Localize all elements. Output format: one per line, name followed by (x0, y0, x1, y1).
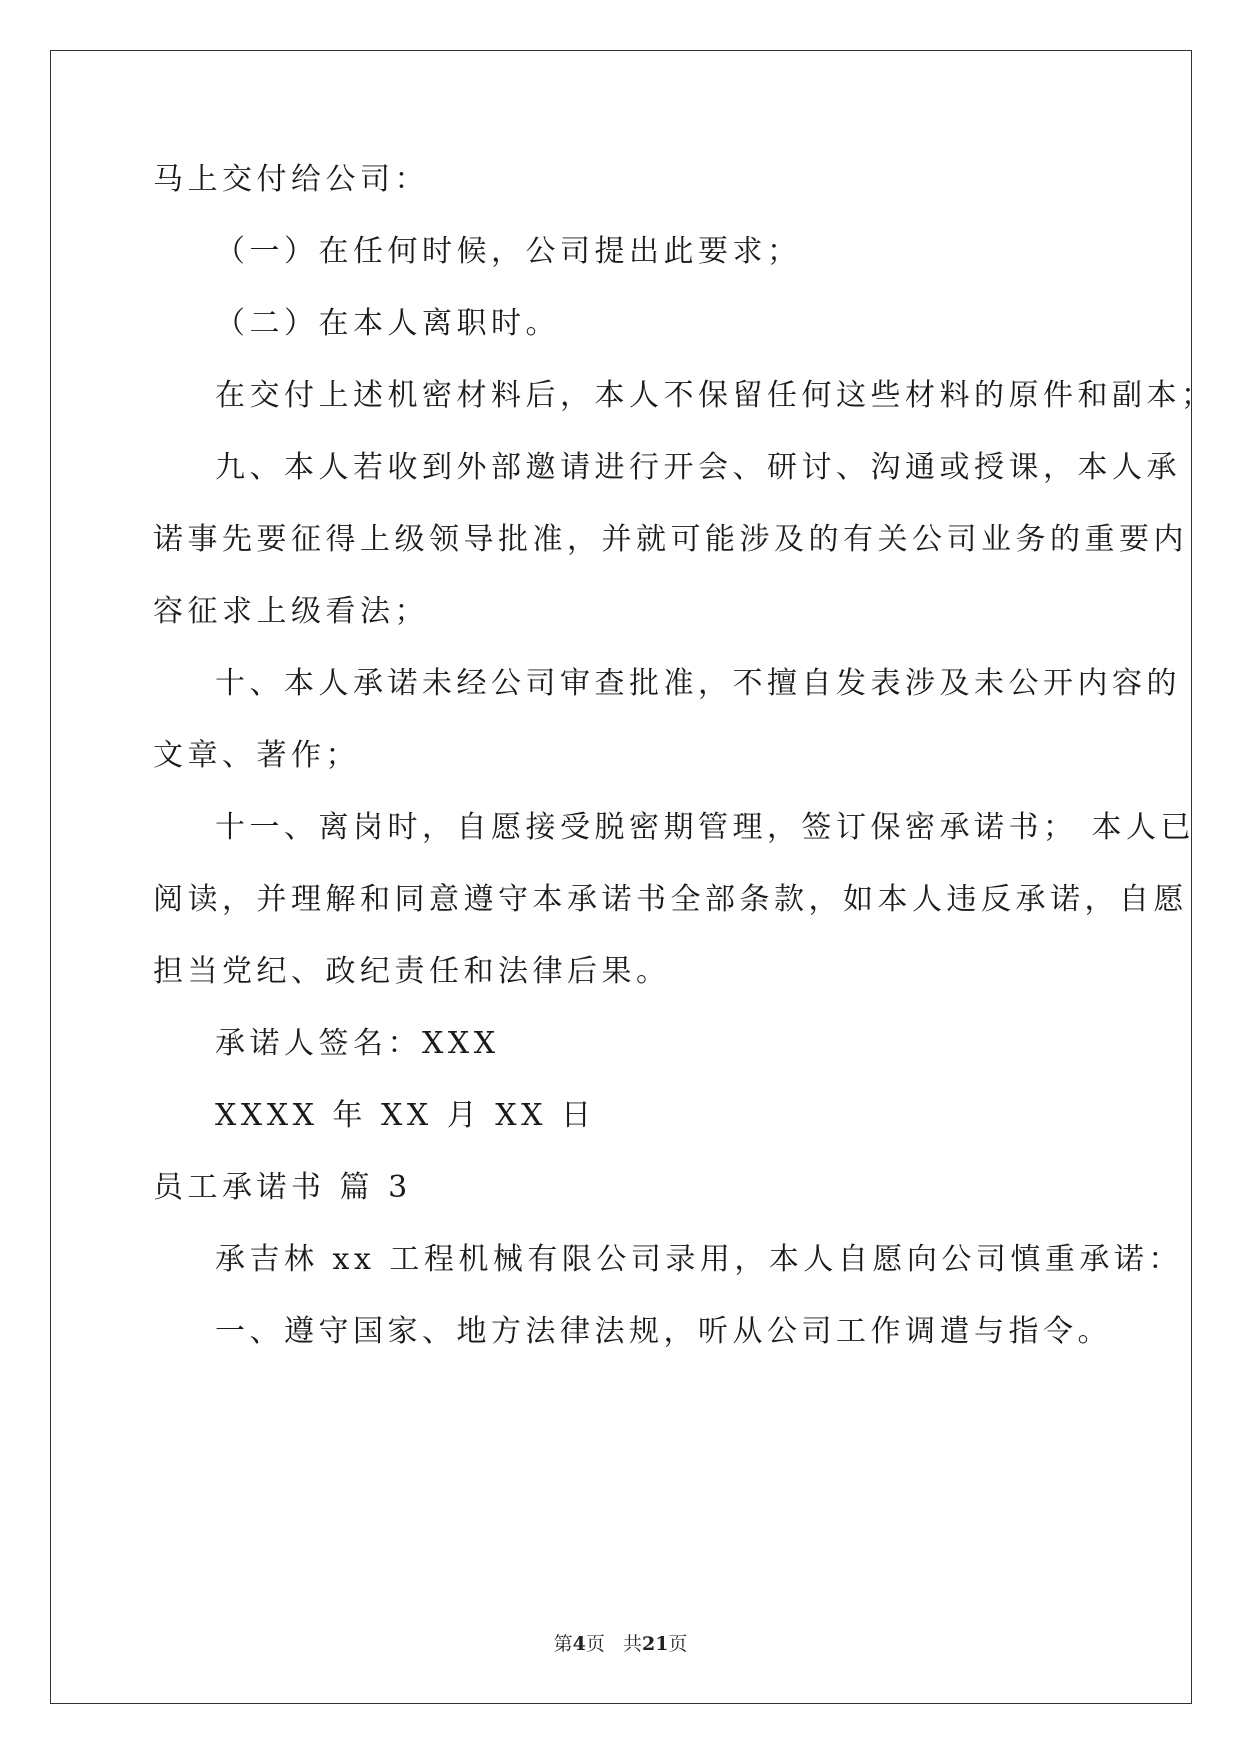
text-line: 十、本人承诺未经公司审查批准，不擅自发表涉及未公开内容的 (215, 666, 1181, 701)
page-prefix: 第 (553, 1633, 573, 1655)
text-line: （一）在任何时候，公司提出此要求； (215, 234, 802, 269)
page-number: 4 (572, 1633, 586, 1655)
total-suffix: 页 (668, 1633, 688, 1655)
text-line: 担当党纪、政纪责任和法律后果。 (153, 954, 671, 989)
text-line: 诺事先要征得上级领导批准，并就可能涉及的有关公司业务的重要内 (153, 522, 1188, 557)
signature-line: 承诺人签名：XXX (215, 1026, 500, 1061)
page-suffix: 页 (585, 1633, 605, 1655)
text-line: 文章、著作； (153, 738, 360, 773)
text-line: 一、遵守国家、地方法律法规，听从公司工作调遣与指令。 (215, 1314, 1112, 1349)
total-pages: 21 (641, 1633, 669, 1655)
date-line: XXXX 年 XX 月 XX 日 (215, 1098, 596, 1133)
text-line: 承吉林 xx 工程机械有限公司录用，本人自愿向公司慎重承诺： (215, 1242, 1183, 1277)
text-line: 九、本人若收到外部邀请进行开会、研讨、沟通或授课，本人承 (215, 450, 1181, 485)
page-frame (50, 50, 1192, 1704)
text-line: 在交付上述机密材料后，本人不保留任何这些材料的原件和副本； (215, 378, 1216, 413)
text-line: 十一、离岗时，自愿接受脱密期管理，签订保密承诺书； 本人已 (215, 810, 1196, 845)
section-heading: 员工承诺书 篇 3 (153, 1170, 412, 1205)
text-line: 容征求上级看法； (153, 594, 429, 629)
text-line: 马上交付给公司： (153, 162, 429, 197)
page-footer (0, 1632, 1241, 1656)
text-line: （二）在本人离职时。 (215, 306, 560, 341)
text-line: 阅读，并理解和同意遵守本承诺书全部条款，如本人违反承诺，自愿 (153, 882, 1188, 917)
total-prefix: 共 (622, 1633, 642, 1655)
